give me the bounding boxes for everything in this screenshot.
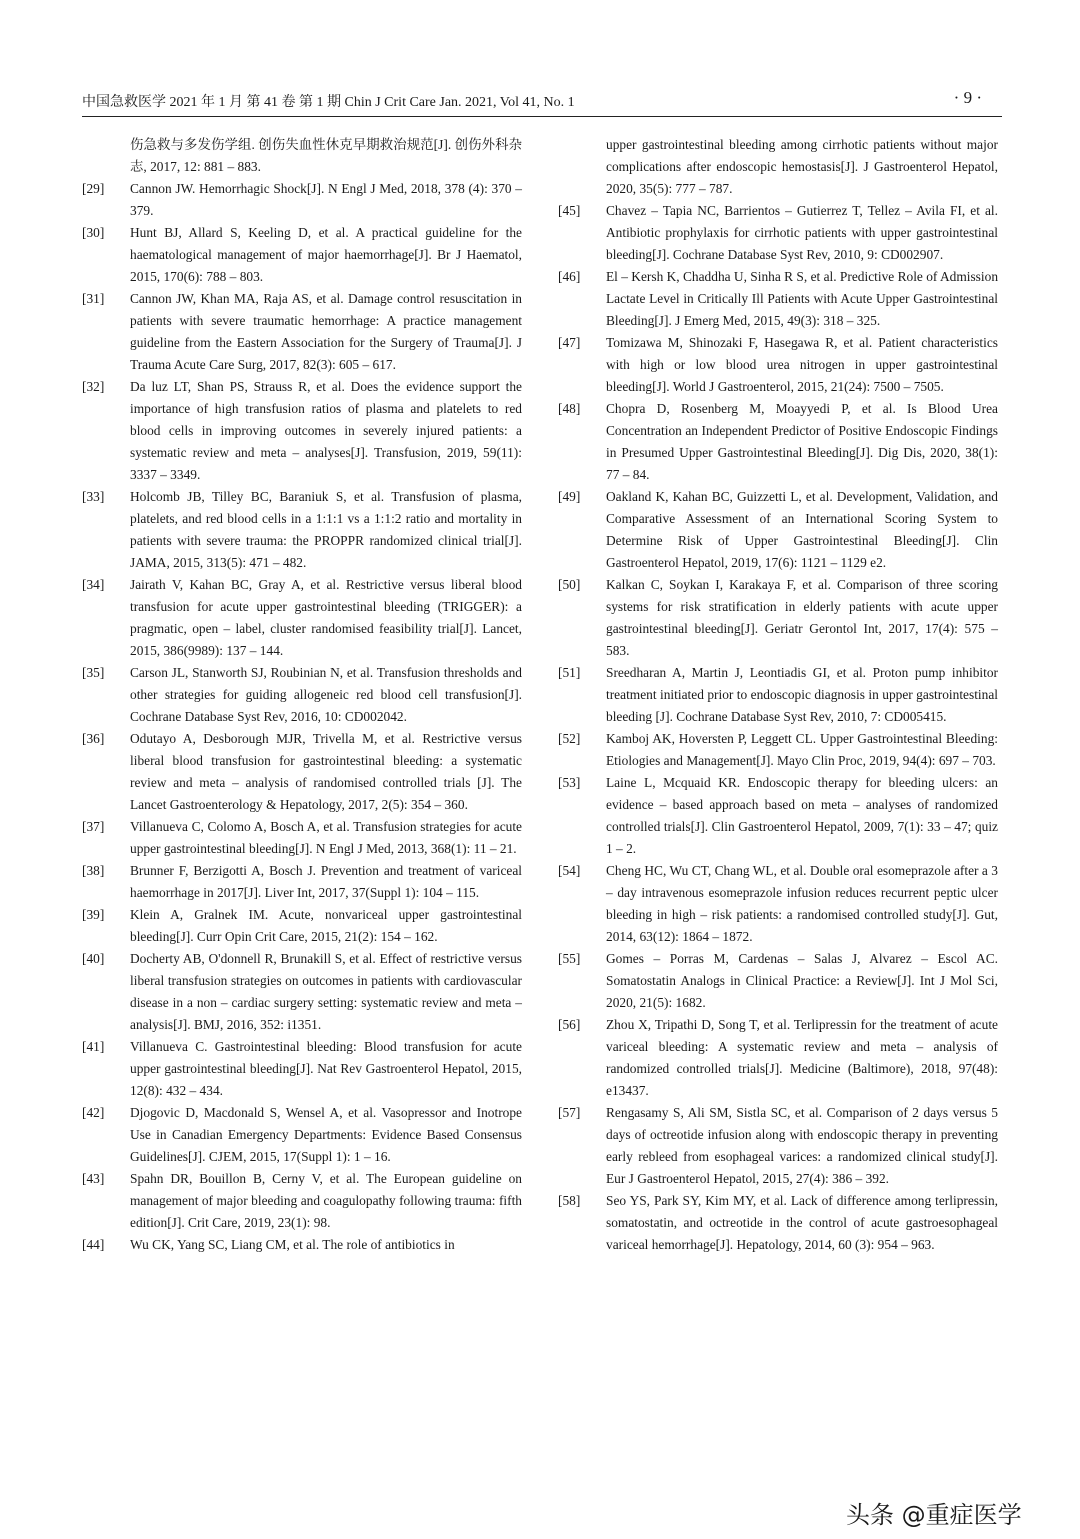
reference-number: [47] [558, 335, 581, 350]
reference-text: Villanueva C, Colomo A, Bosch A, et al. Transfusion strategies for acute upper gastrointestinal bleeding[J]. N Engl J Med, 2013, 368(1): 11 – 21. [130, 819, 522, 856]
reference-number: [31] [82, 291, 105, 306]
reference-text: Cannon JW. Hemorrhagic Shock[J]. N Engl J Med, 2018, 378 (4): 370 – 379. [130, 181, 522, 218]
reference-text: Chavez – Tapia NC, Barrientos – Gutierrez T, Tellez – Avila FI, et al. Antibiotic prophylaxis for cirrhotic patients with upper gastrointestinal bleeding[J]. Cochrane Database Syst Rev, 2010, 9: CD002907. [606, 203, 998, 262]
reference-entry [558, 266, 998, 332]
reference-entry [82, 222, 522, 288]
reference-text: Villanueva C. Gastrointestinal bleeding: Blood transfusion for acute upper gastrointestinal bleeding[J]. Nat Rev Gastroenterol Hepatol, 2015, 12(8): 432 – 434. [130, 1039, 522, 1098]
reference-text: Docherty AB, O'donnell R, Brunakill S, et al. Effect of restrictive versus liberal transfusion strategies on outcomes in patients with cardiovascular disease in a non – cardiac surgery setting: systematic review and meta – analysis[J]. BMJ, 2016, 352: i1351. [130, 951, 522, 1032]
reference-text: Seo YS, Park SY, Kim MY, et al. Lack of difference among terlipressin, somatostatin, and octreotide in the control of acute gastroesophageal variceal hemorrhage[J]. Hepatology, 2014, 60 (3): 954 – 963. [606, 1193, 998, 1252]
reference-number: [52] [558, 731, 581, 746]
reference-entry [82, 948, 522, 1036]
reference-number: [46] [558, 269, 581, 284]
reference-text: Cannon JW, Khan MA, Raja AS, et al. Damage control resuscitation in patients with severe traumatic hemorrhage: A practice management guideline from the Eastern Association for the Surgery of Trauma[J]. J Trauma Acute Care Surg, 2017, 82(3): 605 – 617. [130, 291, 522, 372]
reference-entry [82, 1102, 522, 1168]
reference-entry [558, 1190, 998, 1256]
reference-text: Spahn DR, Bouillon B, Cerny V, et al. The European guideline on management of major bleeding and coagulopathy following trauma: fifth edition[J]. Crit Care, 2019, 23(1): 98. [130, 1171, 522, 1230]
reference-entry [558, 662, 998, 728]
reference-entry [82, 816, 522, 860]
reference-text: Da luz LT, Shan PS, Strauss R, et al. Does the evidence support the importance of high transfusion ratios of plasma and platelets to red blood cells in improving outcomes in severely injured patients: a systematic review and meta – analyses[J]. Transfusion, 2019, 59(11): 3337 – 3349. [130, 379, 522, 482]
reference-entry [82, 662, 522, 728]
reference-text: Odutayo A, Desborough MJR, Trivella M, et al. Restrictive versus liberal blood transfusion for gastrointestinal bleeding: a systematic review and meta – analysis of randomised controlled trials [J]. The Lancet Gastroenterology & Hepatology, 2017, 2(5): 354 – 360. [130, 731, 522, 812]
running-header [82, 86, 1002, 117]
reference-text: Oakland K, Kahan BC, Guizzetti L, et al. Development, Validation, and Comparative Assessment of an International Scoring System to Determine Risk of Upper Gastrointestinal Bleeding[J]. Clin Gastroenterol Hepatol, 2019, 17(6): 1121 – 1129 e2. [606, 489, 998, 570]
reference-number: [36] [82, 731, 105, 746]
watermark: 头条 @重症医学 [846, 1501, 1022, 1529]
reference-number: [42] [82, 1105, 105, 1120]
reference-number: [34] [82, 577, 105, 592]
reference-text: Rengasamy S, Ali SM, Sistla SC, et al. Comparison of 2 days versus 5 days of octreotide infusion along with endoscopic therapy in preventing early rebleed from esophageal varices: a randomized clinical study[J]. Eur J Gastroenterol Hepatol, 2015, 27(4): 386 – 392. [606, 1105, 998, 1186]
reference-number: [58] [558, 1193, 581, 1208]
reference-number: [43] [82, 1171, 105, 1186]
reference-number: [32] [82, 379, 105, 394]
reference-entry [82, 376, 522, 486]
reference-entry [82, 574, 522, 662]
reference-number: [41] [82, 1039, 105, 1054]
reference-number: [40] [82, 951, 105, 966]
reference-entry [558, 772, 998, 860]
journal-info: 中国急救医学 2021 年 1 月 第 41 卷 第 1 期 Chin J Crit Care Jan. 2021, Vol 41, No. 1 [82, 95, 575, 110]
reference-number: [49] [558, 489, 581, 504]
reference-text: Kalkan C, Soykan I, Karakaya F, et al. Comparison of three scoring systems for risk stratification in elderly patients with acute upper gastrointestinal bleeding[J]. Geriatr Gerontol Int, 2017, 17(4): 575 – 583. [606, 577, 998, 658]
reference-number: [51] [558, 665, 581, 680]
reference-column-right [558, 134, 998, 1256]
reference-entry [558, 1102, 998, 1190]
reference-number: [50] [558, 577, 581, 592]
reference-number: [54] [558, 863, 581, 878]
reference-text: Holcomb JB, Tilley BC, Baraniuk S, et al. Transfusion of plasma, platelets, and red blood cells in a 1:1:1 vs a 1:1:2 ratio and mortality in patients with severe trauma: the PROPPR randomized clinical trial[J]. JAMA, 2015, 313(5): 471 – 482. [130, 489, 522, 570]
reference-number: [33] [82, 489, 105, 504]
reference-text: Wu CK, Yang SC, Liang CM, et al. The role of antibiotics in [130, 1237, 455, 1252]
reference-entry [558, 1014, 998, 1102]
reference-number: [29] [82, 181, 105, 196]
reference-text: Cheng HC, Wu CT, Chang WL, et al. Double oral esomeprazole after a 3 – day intravenous esomeprazole infusion reduces recurrent peptic ulcer bleeding in high – risk patients: a randomised controlled study[J]. Gut, 2014, 63(12): 1864 – 1872. [606, 863, 998, 944]
reference-entry [82, 728, 522, 816]
reference-column-left [82, 134, 522, 1256]
reference-number: [38] [82, 863, 105, 878]
reference-entry [558, 728, 998, 772]
reference-text: Klein A, Gralnek IM. Acute, nonvariceal upper gastrointestinal bleeding[J]. Curr Opin Crit Care, 2015, 21(2): 154 – 162. [130, 907, 522, 944]
reference-entry [558, 134, 998, 200]
reference-text: Zhou X, Tripathi D, Song T, et al. Terlipressin for the treatment of acute variceal bleeding: A systematic review and meta – analysis of randomized controlled trials[J]. Medicine (Baltimore), 2018, 97(48): e13437. [606, 1017, 998, 1098]
reference-number: [37] [82, 819, 105, 834]
reference-entry [558, 860, 998, 948]
reference-text: Carson JL, Stanworth SJ, Roubinian N, et al. Transfusion thresholds and other strategies for guiding allogeneic red blood cell transfusion[J]. Cochrane Database Syst Rev, 2016, 10: CD002042. [130, 665, 522, 724]
reference-text: Kamboj AK, Hoversten P, Leggett CL. Upper Gastrointestinal Bleeding: Etiologies and Management[J]. Mayo Clin Proc, 2019, 94(4): 697 – 703. [606, 731, 998, 768]
reference-text: El – Kersh K, Chaddha U, Sinha R S, et al. Predictive Role of Admission Lactate Level in Critically Ill Patients with Acute Upper Gastrointestinal Bleeding[J]. J Emerg Med, 2015, 49(3): 318 – 325. [606, 269, 999, 328]
reference-entry [558, 200, 998, 266]
reference-entry [82, 860, 522, 904]
reference-number: [44] [82, 1237, 105, 1252]
reference-number: [57] [558, 1105, 581, 1120]
reference-text: Sreedharan A, Martin J, Leontiadis GI, et al. Proton pump inhibitor treatment initiated prior to endoscopic diagnosis in upper gastrointestinal bleeding [J]. Cochrane Database Syst Rev, 2010, 7: CD005415. [606, 665, 998, 724]
reference-entry [82, 486, 522, 574]
reference-number: [30] [82, 225, 105, 240]
reference-text: Tomizawa M, Shinozaki F, Hasegawa R, et al. Patient characteristics with high or low blood urea nitrogen in upper gastrointestinal bleeding[J]. World J Gastroenterol, 2015, 21(24): 7500 – 7505. [606, 335, 998, 394]
reference-text: Djogovic D, Macdonald S, Wensel A, et al. Vasopressor and Inotrope Use in Canadian Emergency Departments: Evidence Based Consensus Guidelines[J]. CJEM, 2015, 17(Suppl 1): 1 – 16. [130, 1105, 522, 1164]
reference-number: [35] [82, 665, 105, 680]
reference-text: Jairath V, Kahan BC, Gray A, et al. Restrictive versus liberal blood transfusion for acute upper gastrointestinal bleeding (TRIGGER): a pragmatic, open – label, cluster randomised feasibility trial[J]. Lancet, 2015, 386(9989): 137 – 144. [130, 577, 522, 658]
reference-text: Laine L, Mcquaid KR. Endoscopic therapy for bleeding ulcers: an evidence – based approach based on meta – analyses of randomized controlled trials[J]. Clin Gastroenterol Hepatol, 2009, 7(1): 33 – 47; quiz 1 – 2. [606, 775, 998, 856]
reference-number: [39] [82, 907, 105, 922]
reference-text: Gomes – Porras M, Cardenas – Salas J, Alvarez – Escol AC. Somatostatin Analogs in Clinical Practice: a Review[J]. Int J Mol Sci, 2020, 21(5): 1682. [606, 951, 998, 1010]
reference-entry [82, 134, 522, 178]
reference-text: Hunt BJ, Allard S, Keeling D, et al. A practical guideline for the haematological management of major haemorrhage[J]. Br J Haematol, 2015, 170(6): 788 – 803. [130, 225, 522, 284]
reference-text: Brunner F, Berzigotti A, Bosch J. Prevention and treatment of variceal haemorrhage in 2017[J]. Liver Int, 2017, 37(Suppl 1): 104 – 115. [130, 863, 522, 900]
reference-number: [56] [558, 1017, 581, 1032]
reference-entry [558, 332, 998, 398]
reference-entry [82, 1234, 522, 1256]
reference-text: 伤急救与多发伤学组. 创伤失血性休克早期救治规范[J]. 创伤外科杂志, 2017, 12: 881 – 883. [130, 137, 522, 174]
reference-entry [558, 486, 998, 574]
reference-entry [82, 178, 522, 222]
reference-number: [45] [558, 203, 581, 218]
reference-entry [82, 1168, 522, 1234]
reference-entry [82, 904, 522, 948]
reference-text: upper gastrointestinal bleeding among cirrhotic patients without major complications after endoscopic hemostasis[J]. J Gastroenterol Hepatol, 2020, 35(5): 777 – 787. [606, 137, 998, 196]
reference-entry [558, 574, 998, 662]
reference-number: [48] [558, 401, 581, 416]
reference-text: Chopra D, Rosenberg M, Moayyedi P, et al. Is Blood Urea Concentration an Independent Predictor of Positive Endoscopic Findings in Presumed Upper Gastrointestinal Bleeding[J]. Dig Dis, 2020, 38(1): 77 – 84. [606, 401, 998, 482]
reference-number: [55] [558, 951, 581, 966]
reference-entry [82, 288, 522, 376]
reference-number: [53] [558, 775, 581, 790]
page-number: · 9 · [953, 88, 982, 107]
reference-entry [558, 398, 998, 486]
reference-entry [558, 948, 998, 1014]
reference-entry [82, 1036, 522, 1102]
